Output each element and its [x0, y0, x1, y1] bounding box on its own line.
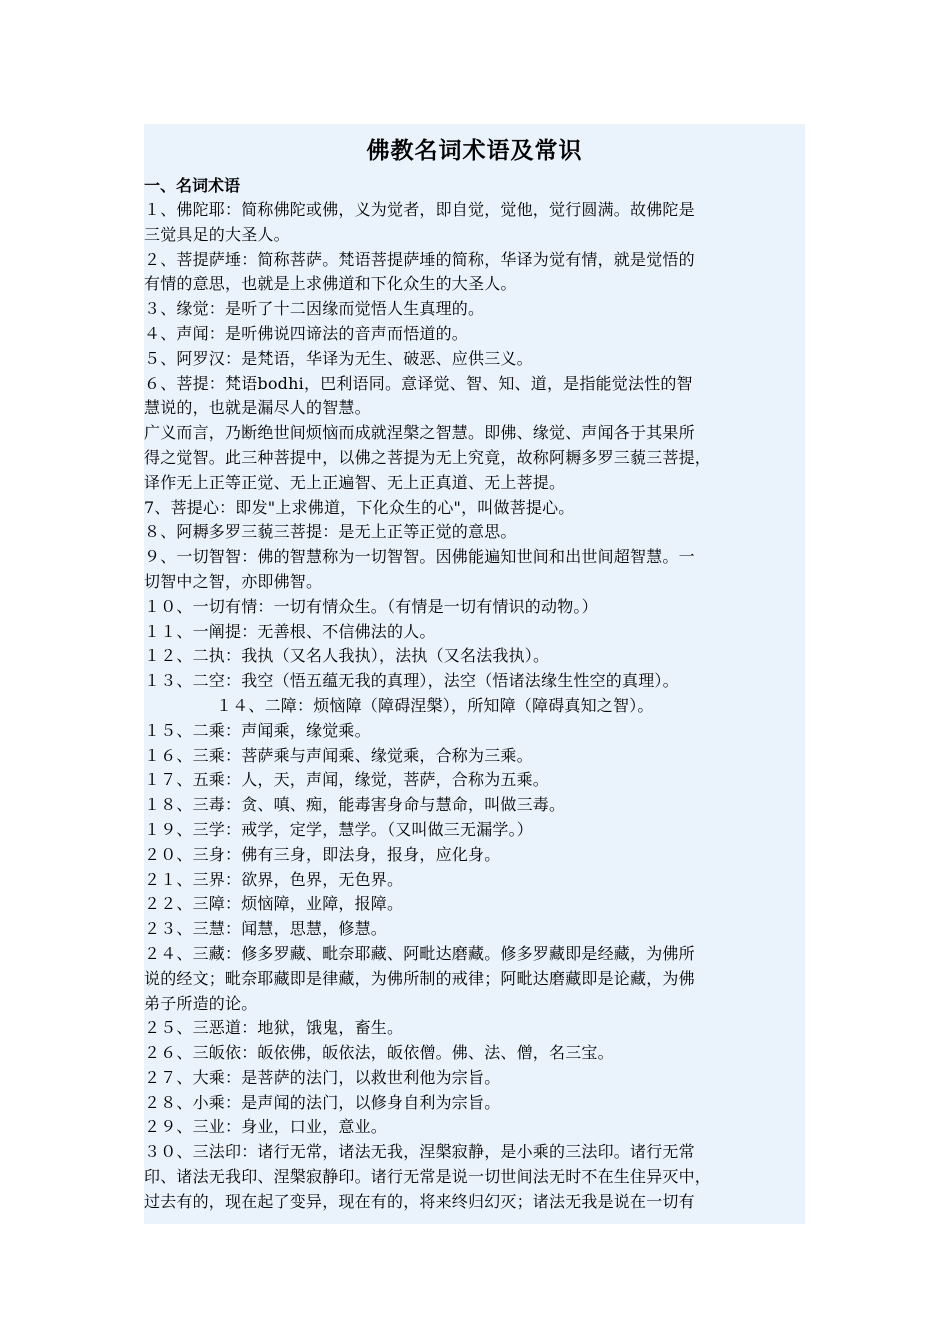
text-line: 慧说的，也就是漏尽人的智慧。 [144, 398, 371, 418]
text-line: １３、二空：我空（悟五蕴无我的真理），法空（悟诸法缘生性空的真理）。 [144, 671, 679, 691]
text-line: ２１、三界：欲界，色界，无色界。 [144, 869, 404, 889]
document-body [144, 198, 805, 1215]
text-line: ８、阿耨多罗三藐三菩提：是无上正等正觉的意思。 [144, 522, 517, 542]
text-line: 有情的意思，也就是上求佛道和下化众生的大圣人。 [144, 274, 517, 294]
text-line: 译作无上正等正觉、无上正遍智、无上正真道、无上菩提。 [144, 472, 566, 492]
text-line: ２９、三业：身业，口业，意业。 [144, 1117, 388, 1137]
text-line: ２、菩提萨埵：简称菩萨。梵语菩提萨埵的简称，华译为觉有情，就是觉悟的 [144, 249, 695, 269]
text-line: 说的经文；毗奈耶藏即是律藏，为佛所制的戒律；阿毗达磨藏即是论藏，为佛 [144, 968, 695, 988]
text-line: １、佛陀耶：简称佛陀或佛，义为觉者，即自觉，觉他，觉行圆满。故佛陀是 [144, 200, 695, 219]
text-line: ２０、三身：佛有三身，即法身，报身，应化身。 [144, 844, 501, 864]
section-heading: 一、名词术语 [144, 176, 241, 195]
text-line: １１、一阐提：无善根、不信佛法的人。 [144, 621, 436, 641]
text-line: ２２、三障：烦恼障，业障，报障。 [144, 894, 404, 914]
document-content [144, 124, 805, 1224]
text-line: ２８、小乘：是声闻的法门，以修身自利为宗旨。 [144, 1092, 501, 1112]
text-line: 切智中之智，亦即佛智。 [144, 571, 323, 591]
text-line: １６、三乘：菩萨乘与声闻乘、缘觉乘，合称为三乘。 [144, 745, 533, 765]
text-line: 得之觉智。此三种菩提中，以佛之菩提为无上究竟，故称阿耨多罗三藐三菩提， [144, 447, 712, 467]
text-line: ４、声闻：是听佛说四谛法的音声而悟道的。 [144, 323, 469, 343]
text-line: 广义而言，乃断绝世间烦恼而成就涅槃之智慧。即佛、缘觉、声闻各于其果所 [144, 423, 695, 443]
text-line: 三觉具足的大圣人。 [144, 224, 290, 244]
text-line: ６、菩提：梵语bodhi，巴利语同。意译觉、智、知、道，是指能觉法性的智 [144, 373, 693, 393]
text-line: ５、阿罗汉：是梵语，华译为无生、破恶、应供三义。 [144, 348, 533, 368]
text-line: １４、二障：烦恼障（障碍涅槃），所知障（障碍真知之智）。 [216, 695, 654, 715]
text-line: 弟子所造的论。 [144, 993, 258, 1013]
text-line: １７、五乘：人，天，声闻，缘觉，菩萨，合称为五乘。 [144, 770, 550, 790]
text-line: ２５、三恶道：地狱，饿鬼，畜生。 [144, 1018, 404, 1038]
text-line: １８、三毒：贪、嗔、痴，能毒害身命与慧命，叫做三毒。 [144, 795, 566, 815]
text-line: ９、一切智智：佛的智慧称为一切智智。因佛能遍知世间和出世间超智慧。一 [144, 547, 695, 567]
text-line: ３０、三法印：诸行无常，诸法无我，涅槃寂静，是小乘的三法印。诸行无常 [144, 1142, 695, 1162]
text-line: ３、缘觉：是听了十二因缘而觉悟人生真理的。 [144, 299, 485, 319]
text-line: ２４、三藏：修多罗藏、毗奈耶藏、阿毗达磨藏。修多罗藏即是经藏，为佛所 [144, 943, 695, 963]
text-line: 过去有的，现在起了变异，现在有的，将来终归幻灭；诸法无我是说在一切有 [144, 1191, 695, 1211]
text-line: 7、菩提心：即发"上求佛道，下化众生的心"，叫做菩提心。 [144, 497, 575, 517]
document-title: 佛教名词术语及常识 [366, 138, 583, 164]
text-line: 印、诸法无我印、涅槃寂静印。诸行无常是说一切世间法无时不在生住异灭中， [144, 1167, 712, 1187]
text-line: １０、一切有情：一切有情众生。（有情是一切有情识的动物。） [144, 596, 598, 616]
text-line: １９、三学：戒学，定学，慧学。（又叫做三无漏学。） [144, 819, 534, 839]
text-line: １５、二乘：声闻乘，缘觉乘。 [144, 720, 371, 740]
text-line: １２、二执：我执（又名人我执），法执（又名法我执）。 [144, 646, 550, 666]
text-line: ２６、三皈依：皈依佛，皈依法，皈依僧。佛、法、僧，名三宝。 [144, 1043, 614, 1063]
text-line: ２３、三慧：闻慧，思慧，修慧。 [144, 919, 388, 939]
text-line: ２７、大乘：是菩萨的法门，以救世利他为宗旨。 [144, 1067, 501, 1087]
